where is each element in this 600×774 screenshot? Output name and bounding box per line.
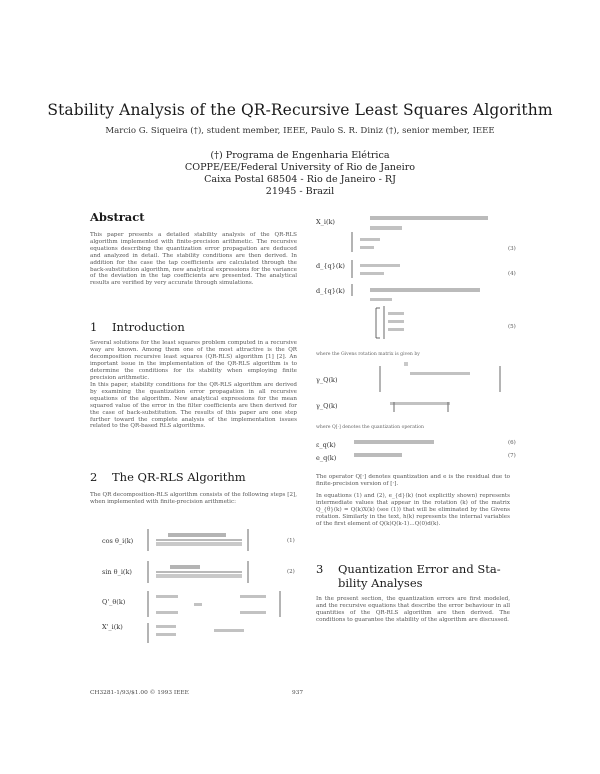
section-3-paragraph-1: In the present section, the quantization errors are first modeled, and the recursive equations that describe the error behaviour in all quantities of the QR-RLS algorithm are then derived. The conditions to guarantee the stability of the algorithm are discussed. [316,596,510,623]
left-equation-figure [130,525,300,645]
section-3-title-line-2: bility Analyses [338,576,423,590]
section-2-title: The QR-RLS Algorithm [112,470,246,484]
right-paragraph-operator: The operator Q[·] denotes quantization and e is the residual due to finite-precision version of [·]. [316,474,510,487]
right-note-mid: where Q[·] denotes the quantization operation [316,425,424,430]
section-1-paragraph-2: In this paper, stability conditions for the QR-RLS algorithm are derived by examining the quantization error propagation in all recursive equations of the algorithm. New analytical expressions for the mean squared value of the error in the filter coefficients are then derived for the case of back-substitution. The results of this paper are one step further toward the complete analysis of the implementation issues related to the QR-based RLS algorithms. [90,382,297,430]
affiliation-line-1: (†) Programa de Engenharia Elétrica [210,150,390,161]
section-2-paragraph-1: The QR decomposition-RLS algorithm consists of the following steps [2], when implemented with finite-precision arithmetic: [90,492,297,505]
right-paragraph-equations: In equations (1) and (2), e_{d}(k) (not explicitly shown) represents intermediate values that appear in the rotation (k) of the matrix Q_{θ}(k) = Q(k)X(k) (see (1)) that will be eliminated by the Givens rotation. Similarly in the text, h(k) represents the internal variables of the first element of Q(k)Q(k-1)...Q(0)d(k). [316,493,510,527]
section-2-heading [90,470,246,484]
eq-number-7: (7) [508,453,516,459]
section-1-paragraph-1: Several solutions for the least squares problem computed in a recursive way are known. Among them one of the most attractive is the QR decomposition recursive least squares (QR-RLS) algorithm [1] [2]. An important issue in the implementation of the QR-RLS algorithm is to determine the conditions for its stability when employing finite precision arithmetic. [90,340,297,381]
eq-number-1: (1) [287,538,295,544]
affiliation-line-2: COPPE/EE/Federal University of Rio de Janeiro [184,162,416,173]
eq-label-r3: d_{q}(k) [316,287,345,295]
right-equation-figure [340,212,520,472]
section-1-heading [90,320,185,334]
section-3-title-line-1: Quantization Error and Sta- [338,562,501,576]
abstract-heading: Abstract [90,210,145,224]
affiliation-line-3: Caixa Postal 68504 - Rio de Janeiro - RJ [204,174,396,185]
eq-label-r5: γ_Q(k) [316,402,338,410]
section-1-number: 1 [90,320,98,334]
affiliation-line-4: 21945 - Brazil [265,186,335,197]
eq-number-5: (5) [508,324,516,330]
eq-label-q: Q'_θ(k) [102,598,126,606]
eq-label-x: X'_i(k) [102,623,123,631]
section-3-heading [316,562,501,576]
section-2-number: 2 [90,470,98,484]
eq-number-2: (2) [287,569,295,575]
footer-copyright: CH3281-1/93/$1.00 © 1993 IEEE [90,690,189,696]
eq-label-r2: d_{q}(k) [316,262,345,270]
eq-number-4: (4) [508,271,516,277]
eq-label-r1: X_i(k) [316,218,335,226]
paper-title: Stability Analysis of the QR-Recursive Least Squares Algorithm [47,101,553,119]
abstract-text: This paper presents a detailed stability analysis of the QR-RLS algorithm implemented with finite-precision arithmetic. The recursive equations describing the quantization error propagation are deduced and analyzed in detail. The stability conditions are then derived. In addition for the case the tap coefficients are calculated through the back-substitution algorithm, new analytical expressions for the variance of the deviation in the tap coefficients are presented. The analytical results are verified by very accurate through simulations. [90,232,297,287]
eq-number-6: (6) [508,440,516,446]
eq-label-r7: e_q(k) [316,454,337,462]
paper-authors: Marcio G. Siqueira (†), student member, IEEE, Paulo S. R. Diniz (†), senior member, IEEE [105,126,495,136]
section-3-number: 3 [316,562,324,576]
eq-label-r6: ε_q(k) [316,441,336,449]
right-note-top: where the Givens rotation matrix is given by [316,352,420,357]
eq-number-3: (3) [508,246,516,252]
section-1-title: Introduction [112,320,185,334]
eq-label-sin: sin θ_i(k) [102,568,132,576]
eq-label-cos: cos θ_i(k) [102,537,134,545]
footer-page-number: 937 [292,690,304,696]
eq-label-r4: γ_Q(k) [316,376,338,384]
